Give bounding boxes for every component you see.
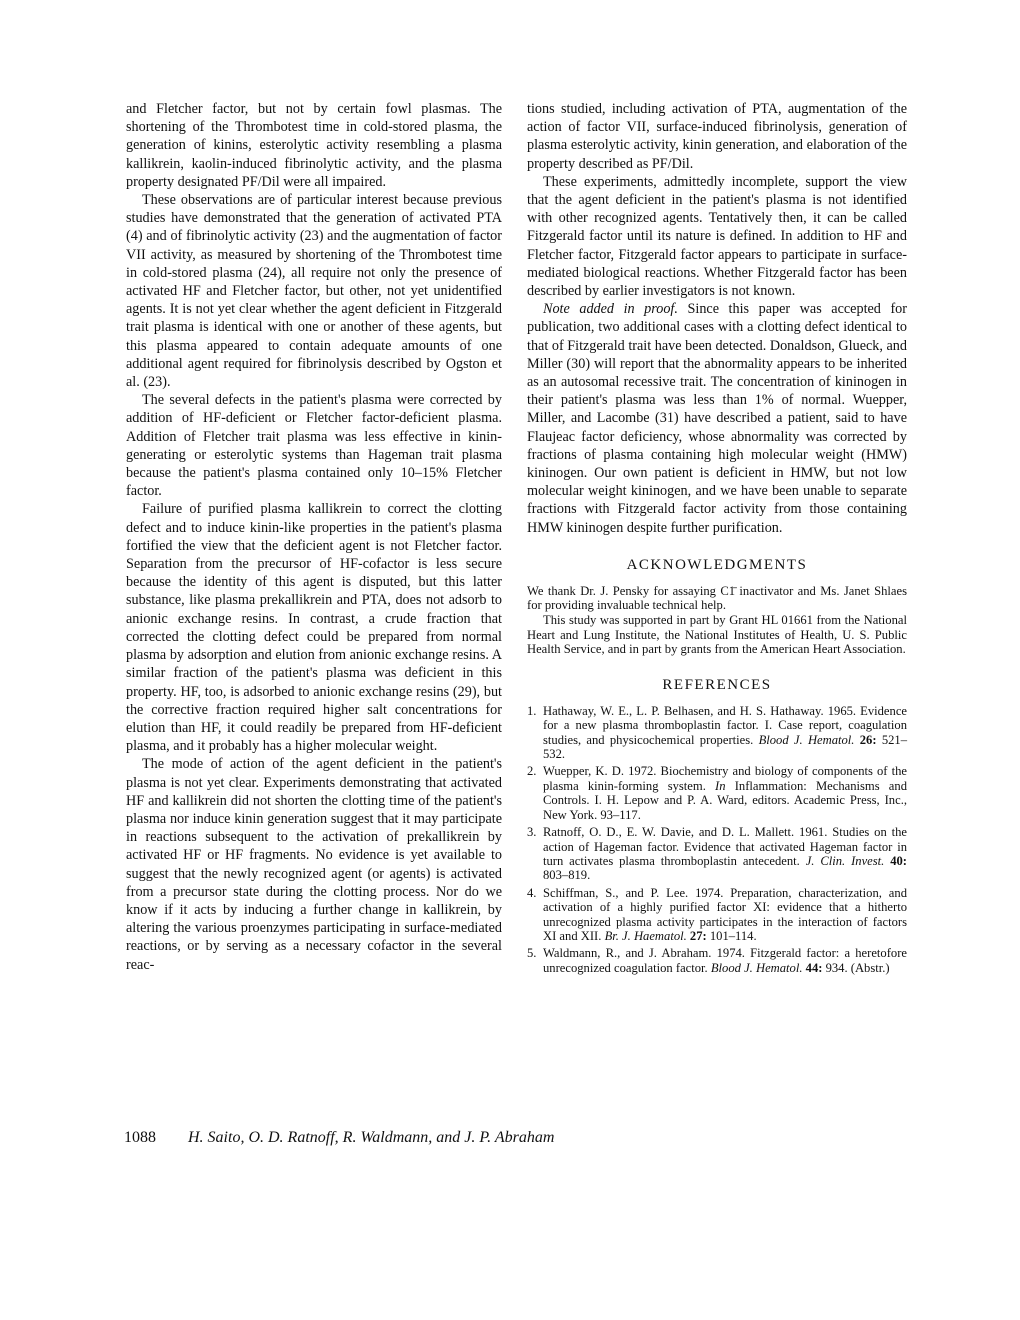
reference-journal: J. Clin. Invest. [805, 853, 885, 868]
reference-journal: Blood J. Hematol. [758, 732, 855, 747]
reference-number: 3. [527, 825, 537, 840]
reference-volume: 40: [884, 853, 907, 868]
reference-pages: 101–114. [706, 928, 757, 943]
acknowledgment-paragraph: This study was supported in part by Grant HL 01661 from the National Heart and Lung Institute, the National Institutes of Health, U. S. Public Health Service, and in part by grants from the American Heart Association. [527, 613, 907, 657]
reference-item [527, 946, 907, 975]
paragraph: tions studied, including activation of PTA, augmentation of the action of factor VII, surface-induced fibrinolysis, generation of plasma esterolytic activity, kinin generation, and elaboration of the property described as PF/Dil. [527, 101, 907, 172]
reference-volume: 44: [802, 960, 823, 975]
reference-text: Wuepper, K. D. 1972. Biochemistry and biology of components of the plasma kinin-forming system. [543, 764, 907, 793]
reference-item [527, 764, 907, 822]
left-column [126, 100, 502, 974]
reference-text: Waldmann, R., and J. Abraham. 1974. Fitzgerald factor: a heretofore unrecognized coagulation factor. [543, 946, 907, 975]
reference-number: 5. [527, 946, 537, 961]
acknowledgment-paragraph: We thank Dr. J. Pensky for assaying C1̄ inactivator and Ms. Janet Shlaes for providing invaluable technical help. [527, 583, 907, 613]
references-heading: REFERENCES [662, 676, 772, 693]
note-text: Since this paper was accepted for publication, two additional cases with a clotting defect identical to that of Fitzgerald trait have been detected. Donaldson, Glueck, and Miller (30) will report that the abnormality appears to be inherited as an autosomal recessive trait. The concentration of kininogen in their patient's plasma was less than 1% of normal. Wuepper, Miller, and Lacombe (31) have described a patient, said to have Flaujeac factor deficiency, whose abnormality was corrected by fractions of plasma containing high molecular weight (HMW) kininogen. Our own patient is deficient in HMW, but not low molecular weight kininogen, and we have been unable to separate fractions with Fitzgerald factor activity from those containing HMW kininogen despite further purification. [527, 301, 907, 536]
reference-text: Hathaway, W. E., L. P. Belhasen, and H. S. Hathaway. 1965. Evidence for a new plasma thromboplastin factor. I. Case report, coagulation studies, and physicochemical properties. [543, 703, 907, 747]
reference-text: Ratnoff, O. D., E. W. Davie, and D. L. Mallett. 1961. Studies on the action of Hageman factor. Evidence that activated Hageman factor in turn activates plasma thromboplastin antecedent. [543, 825, 907, 868]
reference-volume: 27: [686, 928, 707, 943]
reference-pages: 521–532. [543, 732, 908, 762]
reference-volume: 26: [854, 732, 877, 747]
reference-item [527, 825, 907, 883]
reference-pages: 934. (Abstr.) [822, 960, 890, 975]
paragraph: Failure of purified plasma kallikrein to correct the clotting defect and to induce kinin-like properties in the patient's plasma fortified the view that the deficient agent is not Fletcher factor. Separation from the precursor of HF-cofactor is less secure because the identity of this agent is disputed, but this latter substance, like plasma prekallikrein and PTA, does not adsorb to anionic exchange resins. In contrast, a crude fraction that corrected the clotting defect could be prepared from normal plasma by adsorption and elution from anionic exchange resins. A similar fraction of the patient's plasma was deficient in this property. HF, too, is adsorbed to anionic exchange resins (29), but the corrective fraction required higher salt concentrations for elution than HF, it could readily be prepared from HF-deficient plasma, and it probably has a higher molecular weight. [126, 501, 502, 755]
footer-authors: H. Saito, O. D. Ratnoff, R. Waldmann, and J. P. Abraham [188, 1129, 555, 1146]
reference-number: 1. [527, 703, 537, 718]
paragraph: The several defects in the patient's plasma were corrected by addition of HF-deficient or Fletcher factor-deficient plasma. Addition of Fletcher trait plasma was less effective in kinin-generating or esterolytic systems than Hageman trait plasma because the patient's plasma contained only 10–15% Fletcher factor. [126, 392, 502, 500]
acknowledgments-heading: ACKNOWLEDGMENTS [626, 556, 808, 573]
reference-text: Schiffman, S., and P. Lee. 1974. Preparation, characterization, and activation of a highly purified factor XI: evidence that a hitherto unrecognized plasma activity participates in the interaction of factors XI and XII. [543, 885, 907, 943]
page-number: 1088 [124, 1129, 156, 1146]
paragraph: The mode of action of the agent deficient in the patient's plasma is not yet clear. Experiments demonstrating that activated HF and kallikrein did not shorten the clotting time of the patient's plasma nor induce kinin generation suggest that it may participate in reactions subsequent to the activation of prekallikrein by activated HF or HF fragments. No evidence is yet available to suggest that the newly recognized agent (or agents) is activated from a precursor state during the clotting process. Nor do we know if it acts by inducing a further change in kallikrein, by altering the various proenzymes participating in surface-mediated reactions, or by serving as a necessary cofactor in the several reac- [126, 756, 502, 973]
note-label: Note added in proof. [543, 301, 678, 318]
right-column [527, 100, 907, 978]
reference-journal: Blood J. Hematol. [710, 960, 803, 975]
paragraph: These observations are of particular interest because previous studies have demonstrated that the generation of activated PTA (4) and of fibrinolytic activity (23) and the augmentation of factor VII activity, as measured by shortening of the Thrombotest time in cold-stored plasma (24), all require not only the presence of activated HF and Fletcher factor, but other, not yet unidentified agents. It is not yet clear whether the agent deficient in Fitzgerald trait plasma is identical with one or another of these agents, but this plasma appeared to contain adequate amounts of one additional agent required for fibrinolysis described by Ogston et al. (23). [126, 192, 502, 391]
paragraph: and Fletcher factor, but not by certain fowl plasmas. The shortening of the Thrombotest time in cold-stored plasma, the generation of kinins, esterolytic activity resembling a plasma kallikrein, kaolin-induced fibrinolytic activity, and the plasma property designated PF/Dil were all impaired. [126, 101, 502, 190]
paragraph: These experiments, admittedly incomplete, support the view that the agent deficient in the patient's plasma is not identified with other recognized agents. Tentatively then, it can be called Fitzgerald factor until its nature is defined. In addition to HF and Fletcher factor, Fitzgerald factor appears to participate in surface-mediated biological reactions. Whether Fitzgerald factor has been described by earlier investigators is not known. [527, 173, 907, 300]
reference-item [527, 886, 907, 944]
page-footer [124, 1129, 924, 1147]
reference-journal: Br. J. Haematol. [604, 928, 687, 943]
reference-number: 4. [527, 885, 537, 900]
reference-pages: 803–819. [543, 868, 591, 883]
reference-number: 2. [527, 764, 537, 779]
note-added-in-proof [527, 300, 907, 537]
reference-pages: Inflammation: Mechanisms and Controls. I. H. Lepow and P. A. Ward, editors. Academic Press, Inc., New York. 93–117. [543, 778, 907, 822]
references-list [527, 704, 907, 975]
reference-journal: In [715, 778, 726, 793]
reference-item [527, 704, 907, 762]
